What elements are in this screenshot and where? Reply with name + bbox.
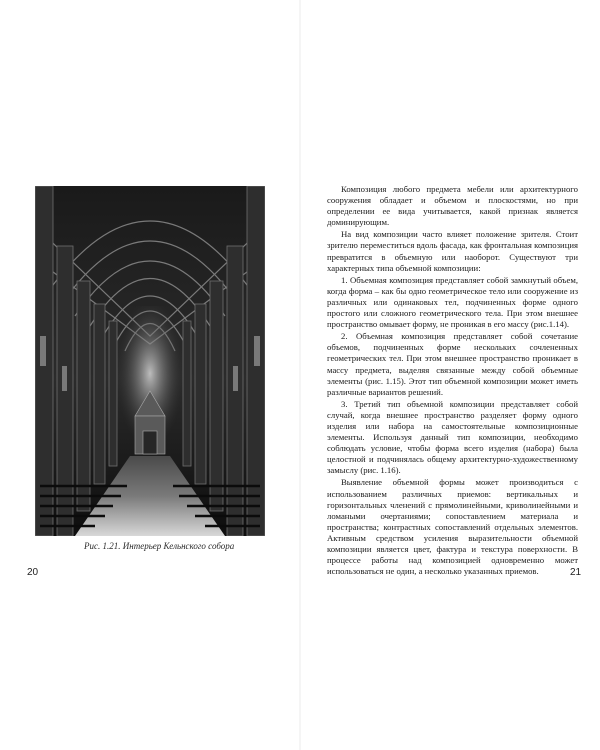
- page-number-left: 20: [27, 567, 39, 578]
- cathedral-photo-drawing: [35, 186, 265, 536]
- paragraph: 2. Объемная композиция представляет собой сочетание объемов, подчиненных форме нескольких сочлененных геометрических тел. При этом внешнее пространство проникает в массу предмета, выделяя связанные между собой объемные элементы (рис. 1.15). Этот тип объемной композиции может иметь различные вариантов решений.: [327, 331, 578, 397]
- right-page: [300, 0, 600, 750]
- page-number-right: 21: [570, 567, 582, 578]
- paragraph: 1. Объемная композиция представляет собой замкнутый объем, когда форма – как бы одно геометрическое тело или сооружение из различных или одинаковых тел, подчиненных форме одного простого или сложного геометрического тела. При этом внешнее пространство омывает форму, не проникая в его массу (рис.1.14).: [327, 274, 578, 330]
- paragraph: 3. Третий тип объемной композиции представляет собой случай, когда внешнее пространство разделяет форму одного изделия или набора на самостоятельные композиционные элементы. Используя данный тип композиции, необходимо соблюдать условие, чтобы форма всего изделия (набора) была целостной и подчинялась общему архитектурно-художественному замыслу (рис. 1.16).: [327, 398, 578, 476]
- paragraph: Выявление объемной формы может производиться с использованием различных приемов: вертикальных и горизонтальных членений с прямолинейными, криволинейными и ломаными очертаниями; сопоставлением материала и пространства; контрастных сопоставлений отдельных элементов. Активным средством усиления выразительности объемной композиции является цвет, фактура и текстура поверхности. В процессе работы над композицией одновременно может использоваться не один, а несколько указанных приемов.: [327, 477, 578, 577]
- figure-caption: Рис. 1.21. Интерьер Кельнского собора: [84, 541, 235, 551]
- cathedral-interior-photo: [35, 186, 265, 536]
- body-text: [327, 184, 578, 578]
- paragraph: На вид композиции часто влияет положение зрителя. Стоит зрителю переместиться вдоль фасада, как фронтальная композиция превратится в объемную или наоборот. Существуют три характерных типа объемной композиции:: [327, 229, 578, 273]
- paragraph: Композиция любого предмета мебели или архитектурного сооружения обладает и объемом и плоскостями, но при определении ее вида учитывается, какой признак является доминирующим.: [327, 184, 578, 228]
